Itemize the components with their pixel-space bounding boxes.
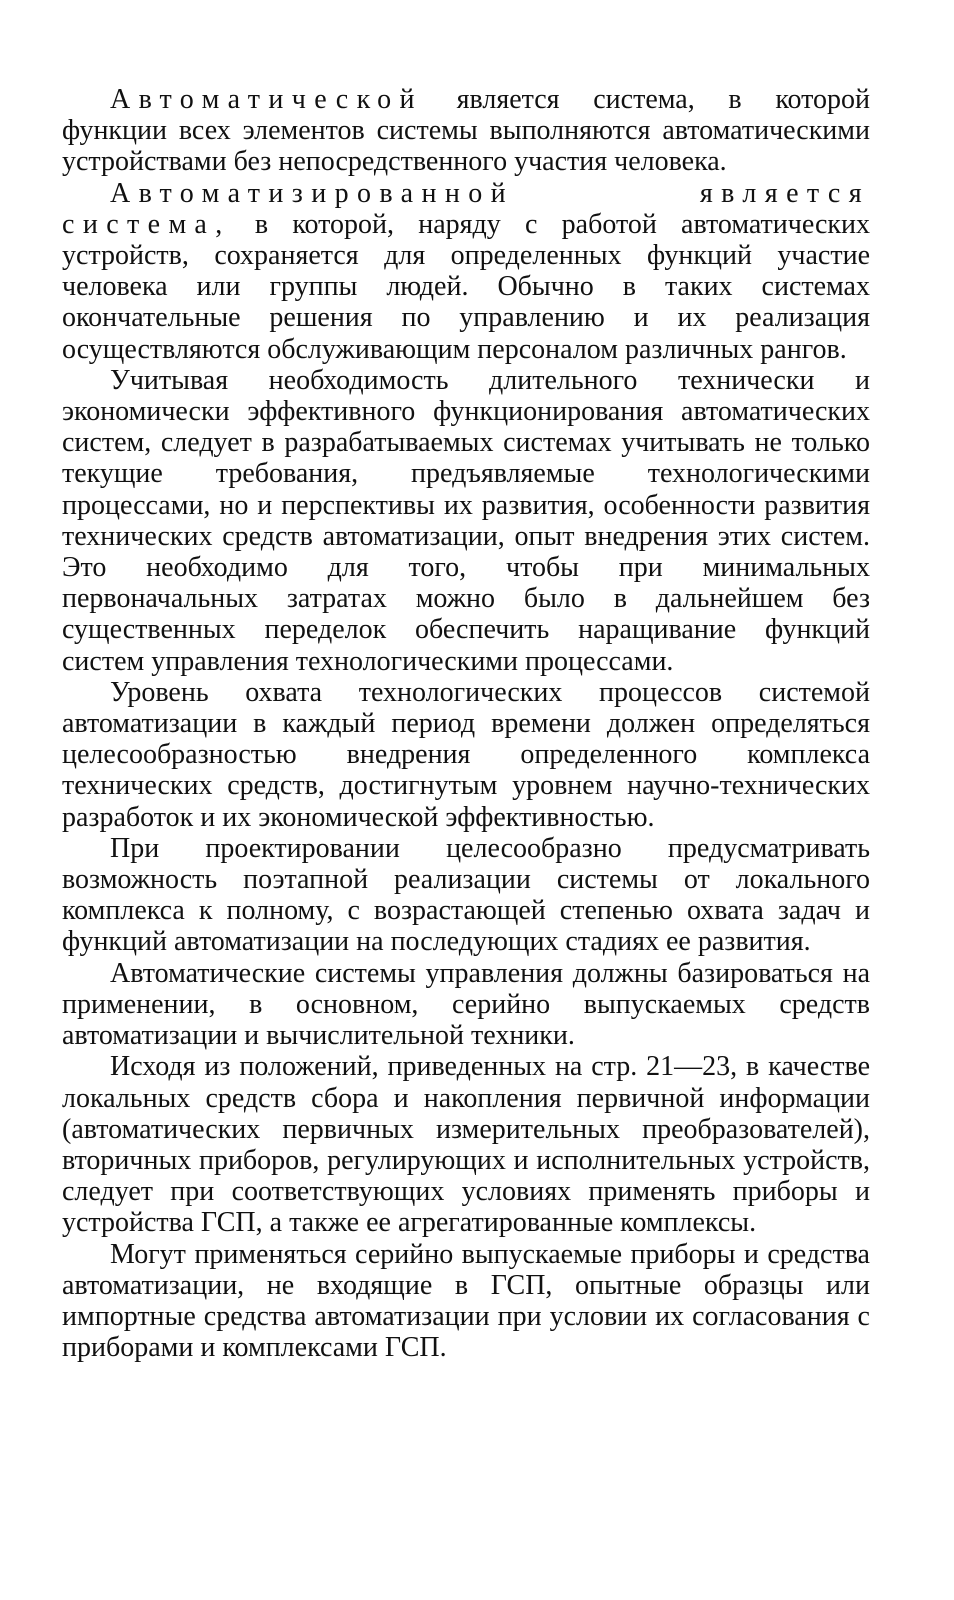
book-page xyxy=(62,84,870,1363)
paragraph-staged-implementation: При проектировании целесообразно предусматривать возможность поэтапной реализации системы от локального комплекса к полному, с возрастающей степенью охвата задач и функций автоматизации на последующих стадиях ее развития. xyxy=(62,832,870,958)
paragraph-text: в которой, наряду с работой автоматических устройств, сохраняется для определенных функций участие человека или группы людей. Обычно в таких системах окончательные решения по управлению и их реализация осуществляются обслуживающим персоналом различных рангов. xyxy=(62,208,870,365)
paragraph-long-term-functioning: Учитывая необходимость длительного технически и экономически эффективного функционирования автоматических систем, следует в разрабатываемых системах учитывать не только текущие требования, предъявляемые технологическими процессами, но и перспективы их развития, особенности развития технических средств автоматизации, опыт внедрения этих систем. Это необходимо для того, чтобы при минимальных первоначальных затратах можно было в дальнейшем без существенных переделок обеспечить наращивание функций систем управления технологическими процессами. xyxy=(62,364,870,677)
paragraph-coverage-level: Уровень охвата технологических процессов системой автоматизации в каждый период времени должен определяться целесообразностью внедрения определенного комплекса технических средств, достигнутым уровнем научно-технических разработок и их экономической эффективностью. xyxy=(62,676,870,833)
paragraph-serial-equipment: Автоматические системы управления должны базироваться на применении, в основном, серийно выпускаемых средств автоматизации и вычислительной техники. xyxy=(62,957,870,1052)
spaced-term-automated: Автоматизированной является система, xyxy=(62,177,870,240)
paragraph-automated-definition xyxy=(62,178,870,365)
spaced-term-automatic: Автоматической xyxy=(110,84,423,115)
paragraph-text: является система, в которой функции всех элементов системы выполняются автоматическими устройствами без непосредственного участия человека. xyxy=(62,84,870,178)
paragraph-automatic-definition xyxy=(62,84,870,178)
paragraph-gsp-devices: Исходя из положений, приведенных на стр. 21—23, в качестве локальных средств сбора и накопления первичной информации (автоматических первичных измерительных преобразователей), вторичных приборов, регулирующих и исполнительных устройств, следует при соответствующих условиях применять приборы и устройства ГСП, а также ее агрегатированные комплексы. xyxy=(62,1051,870,1239)
paragraph-non-gsp-devices: Могут применяться серийно выпускаемые приборы и средства автоматизации, не входящие в ГСП, опытные образцы или импортные средства автоматизации при условии их согласования с приборами и комплексами ГСП. xyxy=(62,1238,870,1364)
